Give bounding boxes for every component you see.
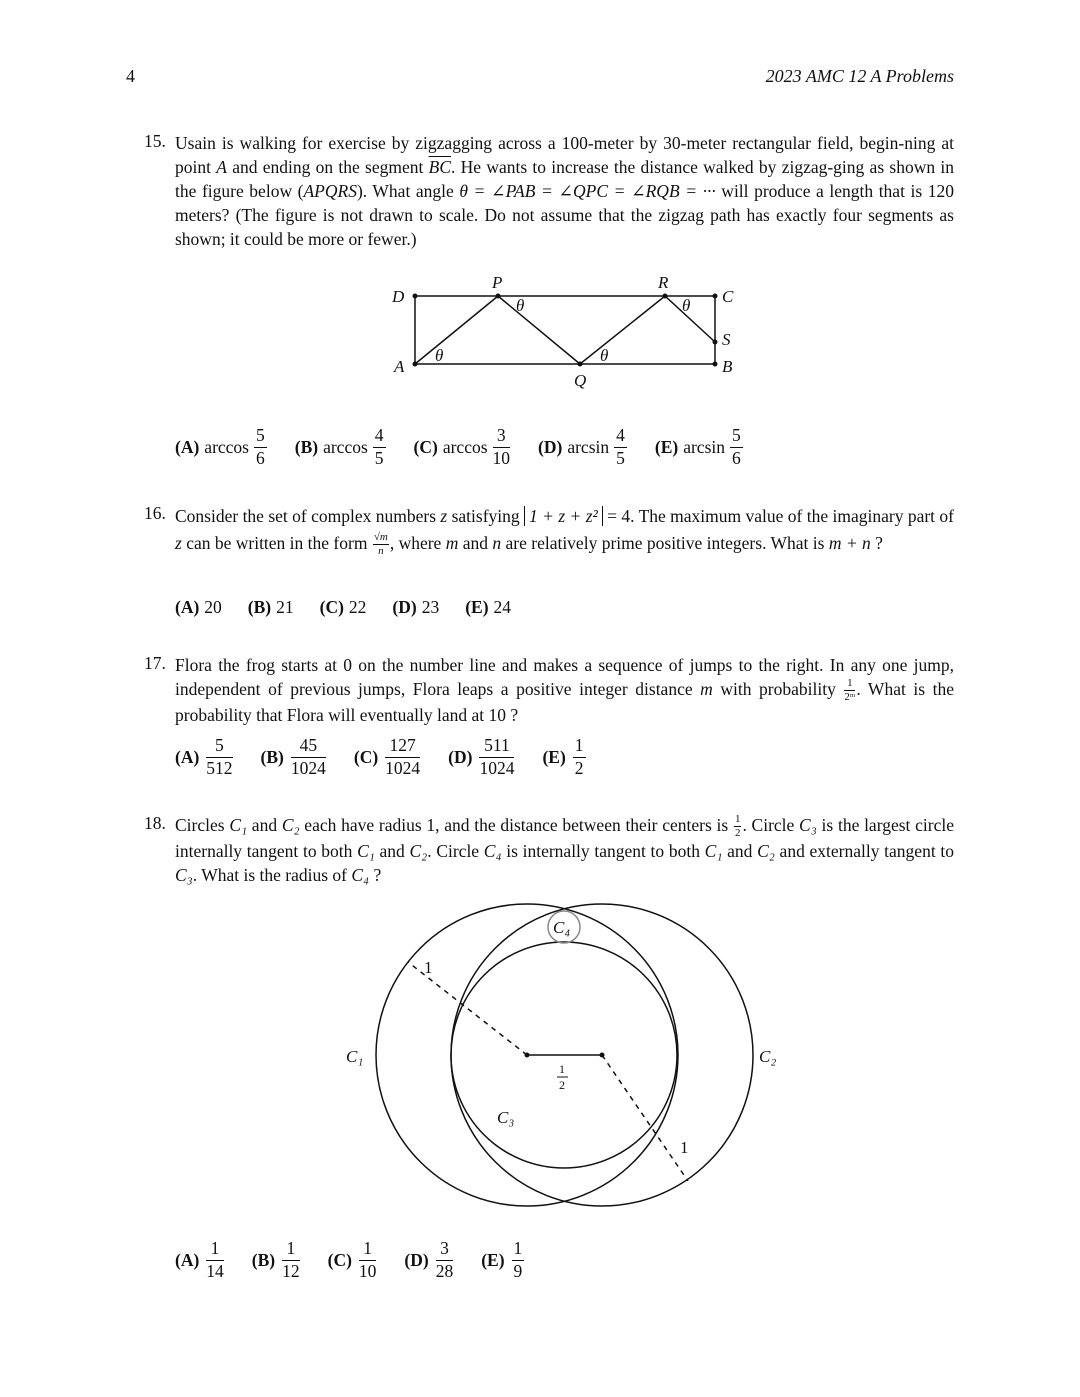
label-c: C [722, 287, 734, 306]
label-theta-q: θ [600, 346, 609, 365]
problem-18-choices [175, 1240, 552, 1280]
label-d: D [392, 287, 405, 306]
label-q: Q [574, 371, 587, 390]
point-b [713, 362, 718, 367]
zigzag-figure [380, 268, 760, 398]
circles-figure [330, 895, 800, 1215]
choice-18-c[interactable]: (C) $\frac{1}{10}$ [327, 1238, 377, 1281]
page-header-title: 2023 AMC 12 A Problems [765, 66, 954, 86]
problem-17-text: Flora the frog starts at 0 on the number line and makes a sequence of jumps to the right. In any one jump, independent of previous jumps, Flora leaps a positive integer distance m with probability $\frac{1}{\text{2ᵐ}}$ . What is the probability that Flora will eventually land at 10 ? [175, 655, 955, 726]
label-p: P [492, 273, 503, 292]
choice-16-c[interactable]: (C) 22 [319, 597, 367, 617]
label-b: B [722, 357, 733, 376]
label-theta-a: θ [435, 346, 444, 365]
choice-15-d[interactable]: (D) arcsin $\frac{4}{5}$ [538, 425, 625, 468]
field-rectangle [415, 296, 715, 364]
choice-17-e[interactable]: (E) $\frac{1}{2}$ [542, 735, 584, 778]
choice-16-e[interactable]: (E) 24 [465, 597, 512, 617]
abs-expression: 1 + z + z² [524, 506, 603, 526]
point-c [713, 294, 718, 299]
label-r: R [658, 273, 669, 292]
segment-bc: $\overline{BC}$ [428, 157, 452, 177]
problem-16-text: Consider the set of complex numbers z satisfying 1 + z + z² = 4. The maximum value of the imaginary part of z can be written in the form $\frac{√m}{n}$ , where m and n are relatively prime positive integers. What is m + n ? [175, 506, 954, 558]
choice-17-b[interactable]: (B) $\frac{45}{1024}$ [260, 735, 326, 778]
choice-16-a[interactable]: (A) 20 [175, 597, 222, 617]
choice-15-e[interactable]: (E) arcsin $\frac{5}{6}$ [654, 425, 741, 468]
label-radius-one-c1: 1 [424, 958, 433, 977]
zigzag-path [415, 296, 715, 364]
point-a [413, 362, 418, 367]
choice-18-e[interactable]: (E) $\frac{1}{9}$ [481, 1238, 523, 1281]
label-c4: C₄ [553, 918, 571, 937]
problem-18-text: Circles C₁ and C₂ each have radius 1, and the distance between their centers is $\frac{1}{2}$ . Circle C₃ is the largest circle internally tangent to both C₁ and C₂. Circle C₄ is internally tangent to both C₁ and C₂ and externally tangent to C₃. What is the radius of C₄ ? [175, 813, 954, 886]
label-c1: C₁ [346, 1047, 364, 1066]
label-radius-one-c2: 1 [680, 1138, 689, 1157]
problem-17-number: 17. [144, 653, 166, 673]
problem-16-choices [175, 597, 537, 618]
label-half-num: 1 [559, 1062, 565, 1076]
point-s [713, 340, 718, 345]
label-s: S [722, 330, 731, 349]
choice-15-b[interactable]: (B) arccos $\frac{4}{5}$ [294, 425, 384, 468]
label-theta-r: θ [682, 296, 691, 315]
label-c3: C₃ [497, 1108, 515, 1127]
choice-18-d[interactable]: (D) $\frac{3}{28}$ [404, 1238, 454, 1281]
label-theta-p: θ [516, 296, 525, 315]
label-c2: C₂ [759, 1047, 777, 1066]
choice-18-b[interactable]: (B) $\frac{1}{12}$ [251, 1238, 300, 1281]
label-a: A [394, 357, 405, 376]
choice-17-c[interactable]: (C) $\frac{127}{1024}$ [353, 735, 421, 778]
point-p [496, 294, 501, 299]
label-half-den: 2 [559, 1078, 565, 1092]
problem-16-number: 16. [144, 503, 166, 523]
point-d [413, 294, 418, 299]
choice-16-d[interactable]: (D) 23 [392, 597, 440, 617]
point-r [663, 294, 668, 299]
choice-17-a[interactable]: (A) $\frac{5}{512}$ [175, 735, 233, 778]
problem-18-number: 18. [144, 813, 166, 833]
choice-18-a[interactable]: (A) $\frac{1}{14}$ [175, 1238, 224, 1281]
problem-17-choices [175, 737, 614, 777]
choice-15-a[interactable]: (A) arccos $\frac{5}{6}$ [175, 425, 265, 468]
choice-15-c[interactable]: (C) arccos $\frac{3}{10}$ [413, 425, 511, 468]
choice-16-b[interactable]: (B) 21 [247, 597, 294, 617]
problem-15-text: Usain is walking for exercise by zigzagging across a 100-meter by 30-meter rectangular field, begin-ning at point A and ending on the segment $\overline{BC}$. He wants to increase the distance walked by zigzag-ging as shown in the figure below (APQRS). What angle θ = ∠PAB = ∠QPC = ∠RQB = ··· will produce a length that is 120 meters? (The figure is not drawn to scale. Do not assume that the zigzag path has exactly four segments as shown; it could be more or fewer.) [175, 133, 955, 249]
point-q [578, 362, 583, 367]
choice-17-d[interactable]: (D) $\frac{511}{1024}$ [448, 735, 515, 778]
problem-15-number: 15. [144, 131, 166, 151]
problem-15-choices [175, 427, 771, 467]
page-number: 4 [126, 66, 135, 86]
